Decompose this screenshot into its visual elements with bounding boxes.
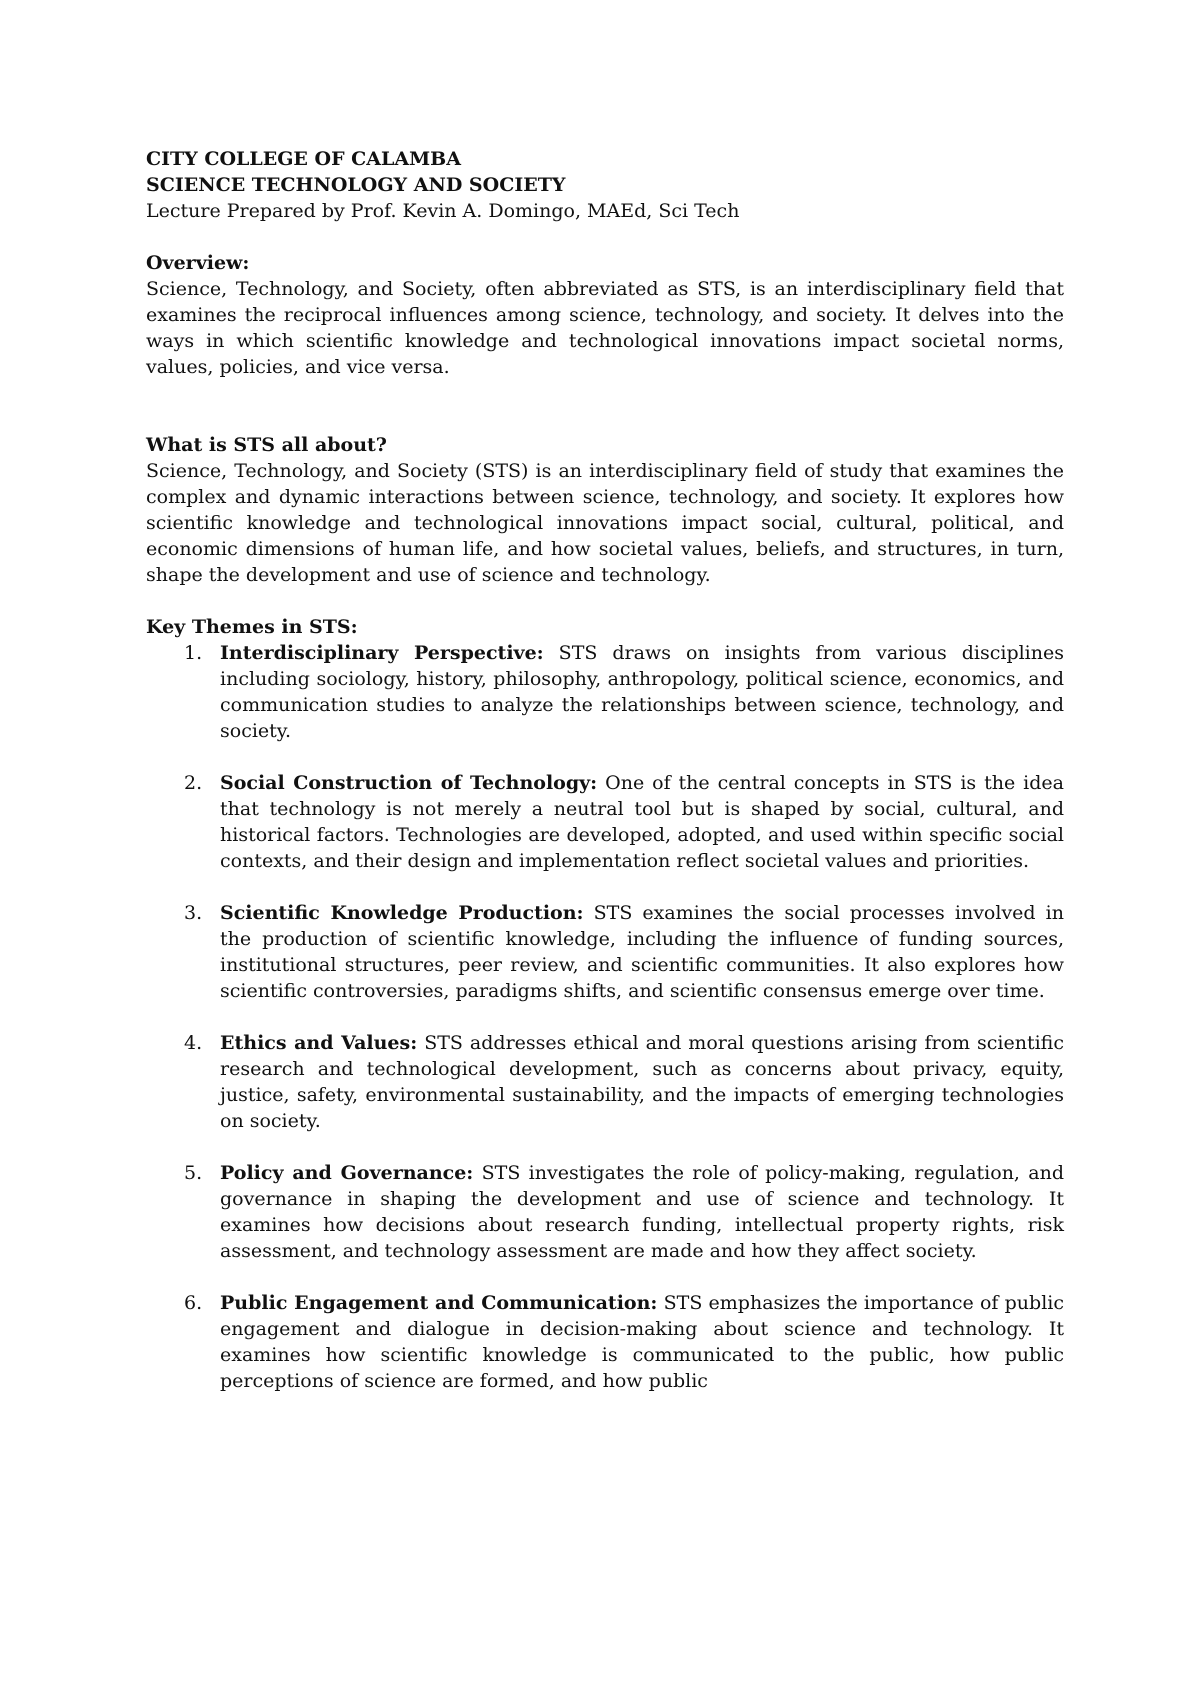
list-item-number: 5. [184, 1162, 203, 1184]
list-item-term: Interdisciplinary Perspective: [220, 642, 544, 664]
overview-heading: Overview: [146, 252, 250, 274]
list-item-number: 4. [184, 1032, 203, 1054]
key-themes-heading: Key Themes in STS: [146, 616, 358, 638]
list-item-text: STS emphasizes the importance of public engagement and dialogue in decision-making about science and technology. It examines how scientific knowledge is communicated to the public, how public perceptions of science are formed, and how public [220, 1292, 1064, 1392]
what-is-sts-section [146, 432, 1064, 588]
list-item-text: STS investigates the role of policy-making, regulation, and governance in shaping the development and use of science and technology. It examines how decisions about research funding, intellectual property rights, risk assessment, and technology assessment are made and how they affect society. [220, 1162, 1064, 1262]
list-item [146, 900, 1064, 1004]
institution-name: CITY COLLEGE OF CALAMBA [146, 148, 461, 170]
document-page [146, 146, 1064, 1420]
course-title: SCIENCE TECHNOLOGY AND SOCIETY [146, 174, 566, 196]
list-item-term: Policy and Governance: [220, 1162, 474, 1184]
list-item-term: Ethics and Values: [220, 1032, 418, 1054]
list-item-term: Scientific Knowledge Production: [220, 902, 584, 924]
key-themes-section [146, 614, 1064, 1394]
list-item-text: STS draws on insights from various disciplines including sociology, history, philosophy, anthropology, political science, economics, and communication studies to analyze the relationships between science, technology, and society. [220, 642, 1064, 742]
list-item-text: STS examines the social processes involved in the production of scientific knowledge, including the influence of funding sources, institutional structures, peer review, and scientific communities. It also explores how scientific controversies, paradigms shifts, and scientific consensus emerge over time. [220, 902, 1064, 1002]
what-is-sts-body: Science, Technology, and Society (STS) is an interdisciplinary field of study that examines the complex and dynamic interactions between science, technology, and society. It explores how scientific knowledge and technological innovations impact social, cultural, political, and economic dimensions of human life, and how societal values, beliefs, and structures, in turn, shape the development and use of science and technology. [146, 460, 1064, 586]
overview-section [146, 250, 1064, 380]
overview-body: Science, Technology, and Society, often abbreviated as STS, is an interdisciplinary field that examines the reciprocal influences among science, technology, and society. It delves into the ways in which scientific knowledge and technological innovations impact societal norms, values, policies, and vice versa. [146, 278, 1064, 378]
list-item-text: STS addresses ethical and moral questions arising from scientific research and technological development, such as concerns about privacy, equity, justice, safety, environmental sustainability, and the impacts of emerging technologies on society. [220, 1032, 1064, 1132]
list-item-number: 3. [184, 902, 203, 924]
list-item [146, 1160, 1064, 1264]
list-item [146, 640, 1064, 744]
list-item-number: 6. [184, 1292, 203, 1314]
what-is-sts-heading: What is STS all about? [146, 434, 387, 456]
list-item [146, 1290, 1064, 1394]
key-themes-list [146, 640, 1064, 1394]
list-item-text: One of the central concepts in STS is the idea that technology is not merely a neutral tool but is shaped by social, cultural, and historical factors. Technologies are developed, adopted, and used within specific social contexts, and their design and implementation reflect societal values and priorities. [220, 772, 1064, 872]
list-item [146, 1030, 1064, 1134]
list-item [146, 770, 1064, 874]
list-item-term: Public Engagement and Communication: [220, 1292, 658, 1314]
lecturer-line: Lecture Prepared by Prof. Kevin A. Domingo, MAEd, Sci Tech [146, 200, 740, 222]
list-item-number: 2. [184, 772, 203, 794]
document-header [146, 146, 1064, 224]
list-item-term: Social Construction of Technology: [220, 772, 598, 794]
list-item-number: 1. [184, 642, 203, 664]
